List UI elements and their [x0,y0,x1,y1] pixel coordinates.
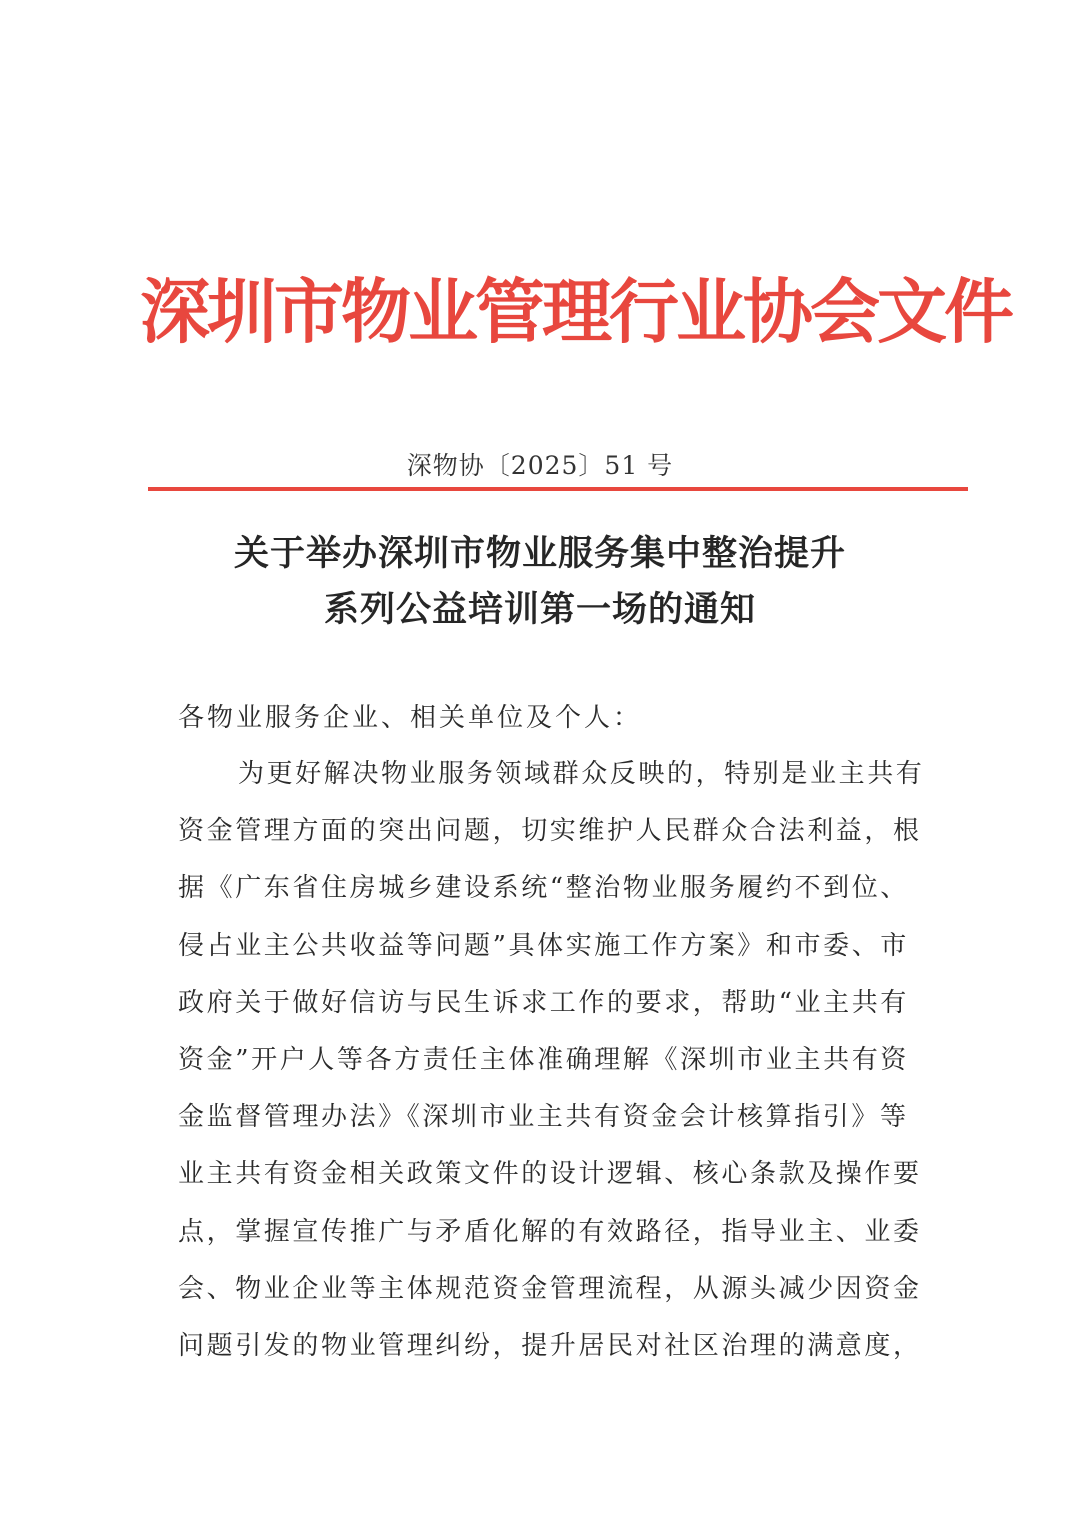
body-line: 据《广东省住房城乡建设系统“整治物业服务履约不到位、 [178,873,909,904]
notice-title-line-2: 系列公益培训第一场的通知 [323,590,756,630]
body-line: 金监督管理办法》《深圳市业主共有资金会计核算指引》等 [178,1102,909,1133]
body-line: 业主共有资金相关政策文件的设计逻辑、核心条款及操作要 [178,1159,922,1190]
body-line: 会、物业企业等主体规范资金管理流程，从源头减少因资金 [178,1273,922,1304]
body-line: 问题引发的物业管理纠纷，提升居民对社区治理的满意度， [178,1330,922,1361]
body-line: 资金”开户人等各方责任主体准确理解《深圳市业主共有资 [178,1044,909,1075]
notice-title-line-1: 关于举办深圳市物业服务集中整治提升 [233,534,846,574]
notice-title [0,526,1080,638]
red-divider-line [148,487,968,491]
body-line: 为更好解决物业服务领域群众反映的，特别是业主共有 [238,759,925,789]
body-line: 政府关于做好信访与民生诉求工作的要求，帮助“业主共有 [178,987,909,1018]
masthead-title: 深圳市物业管理行业协会文件 [140,270,1011,353]
body-line: 侵占业主公共收益等问题”具体实施工作方案》和市委、市 [178,930,909,961]
document-number: 深物协〔2025〕51 号 [406,451,674,480]
body-line: 资金管理方面的突出问题，切实维护人民群众合法利益，根 [178,816,922,847]
body-paragraph [178,752,938,1381]
body-line: 点，掌握宣传推广与矛盾化解的有效路径，指导业主、业委 [178,1216,922,1247]
salutation: 各物业服务企业、相关单位及个人： [178,703,643,733]
